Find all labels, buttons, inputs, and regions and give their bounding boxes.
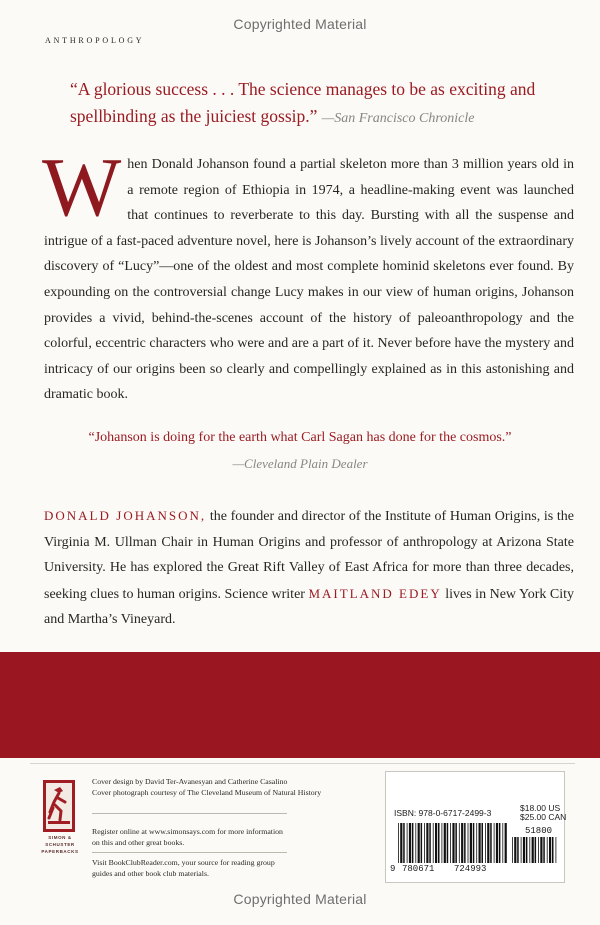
- review-quote-top: [70, 76, 540, 132]
- drop-cap: W: [42, 141, 122, 234]
- watermark-top: Copyrighted Material: [233, 16, 367, 32]
- review-quote-text: “A glorious success . . . The science manages to be as exciting and spellbinding as the juiciest gossip.”: [70, 79, 536, 126]
- price-us: $18.00 US: [520, 803, 561, 813]
- register-note: Register online at www.simonsays.com for more information on this and other great books.: [92, 827, 283, 847]
- author-bio: [44, 503, 574, 633]
- cover-photo-credit: Cover photograph courtesy of The Cleveland Museum of Natural History: [92, 788, 322, 797]
- isbn-number: ISBN: 978-0-6717-2499-3: [394, 808, 492, 818]
- watermark-bottom: Copyrighted Material: [233, 891, 367, 907]
- logo-text-3: PAPERBACKS: [41, 849, 79, 854]
- footer-divider: [30, 763, 575, 764]
- review-quote-source-2: —Cleveland Plain Dealer: [232, 456, 368, 471]
- publisher-logo-icon: [40, 778, 80, 878]
- barcode-digits-left: 780671: [402, 864, 435, 874]
- logo-text-1: SIMON &: [48, 835, 72, 840]
- red-band: [0, 652, 600, 758]
- review-quote-middle: [70, 428, 530, 474]
- review-quote-text-2: “Johanson is doing for the earth what Carl Sagan has done for the cosmos.”: [88, 430, 512, 445]
- barcode-digits-right: 724993: [454, 864, 487, 874]
- logo-text-2: SCHUSTER: [45, 842, 75, 847]
- credits-divider-1: [92, 813, 287, 814]
- price-can: $25.00 CAN: [520, 812, 567, 822]
- book-description: [42, 141, 574, 408]
- credits-divider-2: [92, 852, 287, 853]
- author-bio-text-2: lives in New York City and Martha’s Vineyard.: [44, 586, 575, 628]
- author-name-johanson: DONALD JOHANSON,: [44, 508, 207, 523]
- author-name-edey: MAITLAND EDEY: [308, 585, 442, 601]
- price-barcode-icon: [512, 837, 557, 863]
- review-quote-source: —San Francisco Chronicle: [321, 111, 475, 126]
- barcode-digit-first: 9: [390, 864, 396, 874]
- cover-design-credit: Cover design by David Ter-Avanesyan and Catherine Casalino: [92, 777, 288, 786]
- description-text: hen Donald Johanson found a partial skeleton more than 3 million years old in a remote region of Ethiopia in 1974, a headline-making event was launched that continues to reverberate to this day. Bursting with all the suspense and intrigue of a fast-paced adventure novel, here is Johanson’s lively account of the extraordinary discovery of “Lucy”—one of the oldest and most complete hominid skeletons ever found. By expounding on the controversial change Lucy makes in our view of human origins, Johanson provides a vivid, behind-the-scenes account of the history of paleoanthropology and the colorful, eccentric characters who were and are a part of it. Never before have the mystery and intricacy of our origins been so clearly and compellingly explained as in this astonishing and dramatic book.: [44, 157, 574, 403]
- barcode-icon: [398, 823, 508, 863]
- price-code: 51800: [525, 826, 553, 836]
- bookclub-note: Visit BookClubReader.com, your source for reading group guides and other book club materials.: [92, 858, 275, 878]
- category-label: ANTHROPOLOGY: [45, 36, 145, 45]
- author-bio-text-1: the founder and director of the Institute of Human Origins, is the Virginia M. Ullman Chair in Human Origins and professor of anthropology at Arizona State University. He has explored the Great Rift Valley of East Africa for more than three decades, seeking clues to human origins. Science writer: [44, 509, 575, 602]
